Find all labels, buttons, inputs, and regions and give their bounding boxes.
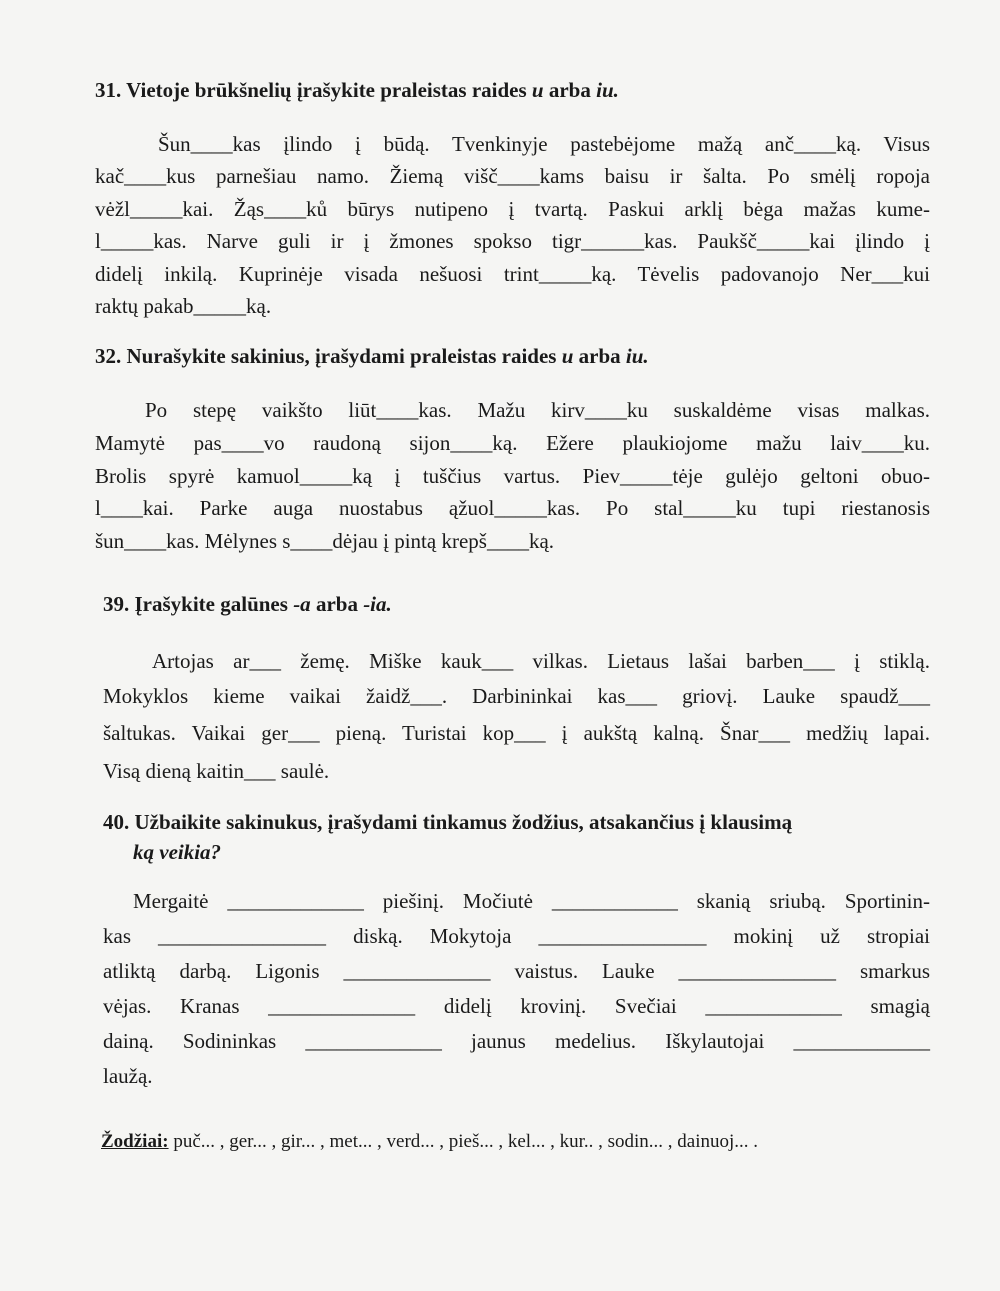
exercise-40-line: laužą. [103, 1064, 153, 1088]
exercise-32-line: Po stepę vaikšto liūt____kas. Mažu kirv____ku suskaldėme visas malkas. [145, 398, 930, 422]
exercise-39-title-text: 39. Įrašykite galūnes [103, 592, 294, 616]
exercise-39-line: šaltukas. Vaikai ger___ pieną. Turistai kop___ į aukštą kalną. Šnar___ medžių lapai. [103, 721, 930, 745]
exercise-31-line: didelį inkilą. Kuprinėje visada nešuosi trint_____ką. Tėvelis padovanojo Ner___kui [95, 262, 930, 286]
exercise-31-title-u: u [531, 78, 544, 102]
exercise-31-line: kač____kus parnešiau namo. Žiemą višč____kams baisu ir šalta. Po smėlį ropoja [95, 164, 930, 188]
exercise-40-line: atliktą darbą. Ligonis ______________ vaistus. Lauke _______________ smarkus [103, 959, 930, 983]
exercise-40-line: Mergaitė _____________ piešinį. Močiutė ____________ skanią sriubą. Sportinin- [133, 889, 930, 913]
exercise-32-title-u: u [561, 344, 574, 368]
exercise-31-title-mid: arba [543, 78, 597, 102]
exercise-32-line: Mamytė pas____vo raudoną sijon____ką. Ežere plaukiojome mažu laiv____ku. [95, 431, 930, 455]
word-bank [101, 1128, 758, 1156]
exercise-39-line: Mokyklos kieme vaikai žaidž___. Darbininkai kas___ griovį. Lauke spaudž___ [103, 684, 930, 708]
exercise-32-title-text: 32. Nurašykite sakinius, įrašydami praleistas raides [95, 344, 562, 368]
exercise-39-title-mid: arba [310, 592, 364, 616]
exercise-39-title-ia: -ia. [363, 592, 392, 616]
exercise-40-line: dainą. Sodininkas _____________ jaunus medelius. Iškylautojai _____________ [103, 1029, 930, 1053]
exercise-32-title-mid: arba [573, 344, 626, 368]
exercise-31-line: Šun____kas įlindo į būdą. Tvenkinyje pastebėjome mažą anč____ką. Visus [158, 132, 930, 156]
exercise-40-line: kas ________________ diską. Mokytoja ________________ mokinį už stropiai [103, 924, 930, 948]
exercise-32-title-iu: iu. [625, 344, 649, 368]
exercise-32-line: l____kai. Parke auga nuostabus ąžuol_____kas. Po stal_____ku tupi riestanosis [95, 496, 930, 520]
exercise-31-line: vėžl_____kai. Žąs____ků būrys nutipeno į tvartą. Paskui arklį bėga mažas kume- [95, 197, 930, 221]
word-bank-list: puč... , ger... , gir... , met... , verd... , pieš... , kel... , kur.. , sodin... , dainuoj... . [168, 1131, 759, 1152]
exercise-39-title-a: -a [293, 592, 311, 616]
exercise-31-title-iu: iu. [596, 78, 619, 102]
exercise-32-line: Brolis spyrė kamuol_____ką į tuščius vartus. Piev_____tėje gulėjo geltoni obuo- [95, 464, 930, 488]
exercise-39-line: Visą dieną kaitin___ saulė. [103, 759, 330, 783]
exercise-40-title-question: ką veikia? [133, 840, 222, 864]
exercise-31-title-text: 31. Vietoje brūkšnelių įrašykite praleistas raides [95, 78, 532, 102]
exercise-39-title [103, 590, 392, 618]
exercise-31-title [95, 76, 619, 104]
exercise-40-title: 40. Užbaikite sakinukus, įrašydami tinkamus žodžius, atsakančius į klausimą [103, 810, 793, 834]
exercise-32-title [95, 342, 649, 370]
exercise-31-line: l_____kas. Narve guli ir į žmones spokso tigr______kas. Paukšč_____kai įlindo į [95, 229, 930, 253]
exercise-40-line: vėjas. Kranas ______________ didelį krovinį. Svečiai _____________ smagią [103, 994, 930, 1018]
word-bank-label: Žodžiai: [101, 1131, 169, 1152]
exercise-39-line: Artojas ar___ žemę. Miške kauk___ vilkas. Lietaus lašai barben___ į stiklą. [152, 649, 930, 673]
exercise-32-line: šun____kas. Mėlynes s____dėjau į pintą krepš____ką. [95, 529, 555, 553]
exercise-31-line: raktų pakab_____ką. [95, 294, 272, 318]
